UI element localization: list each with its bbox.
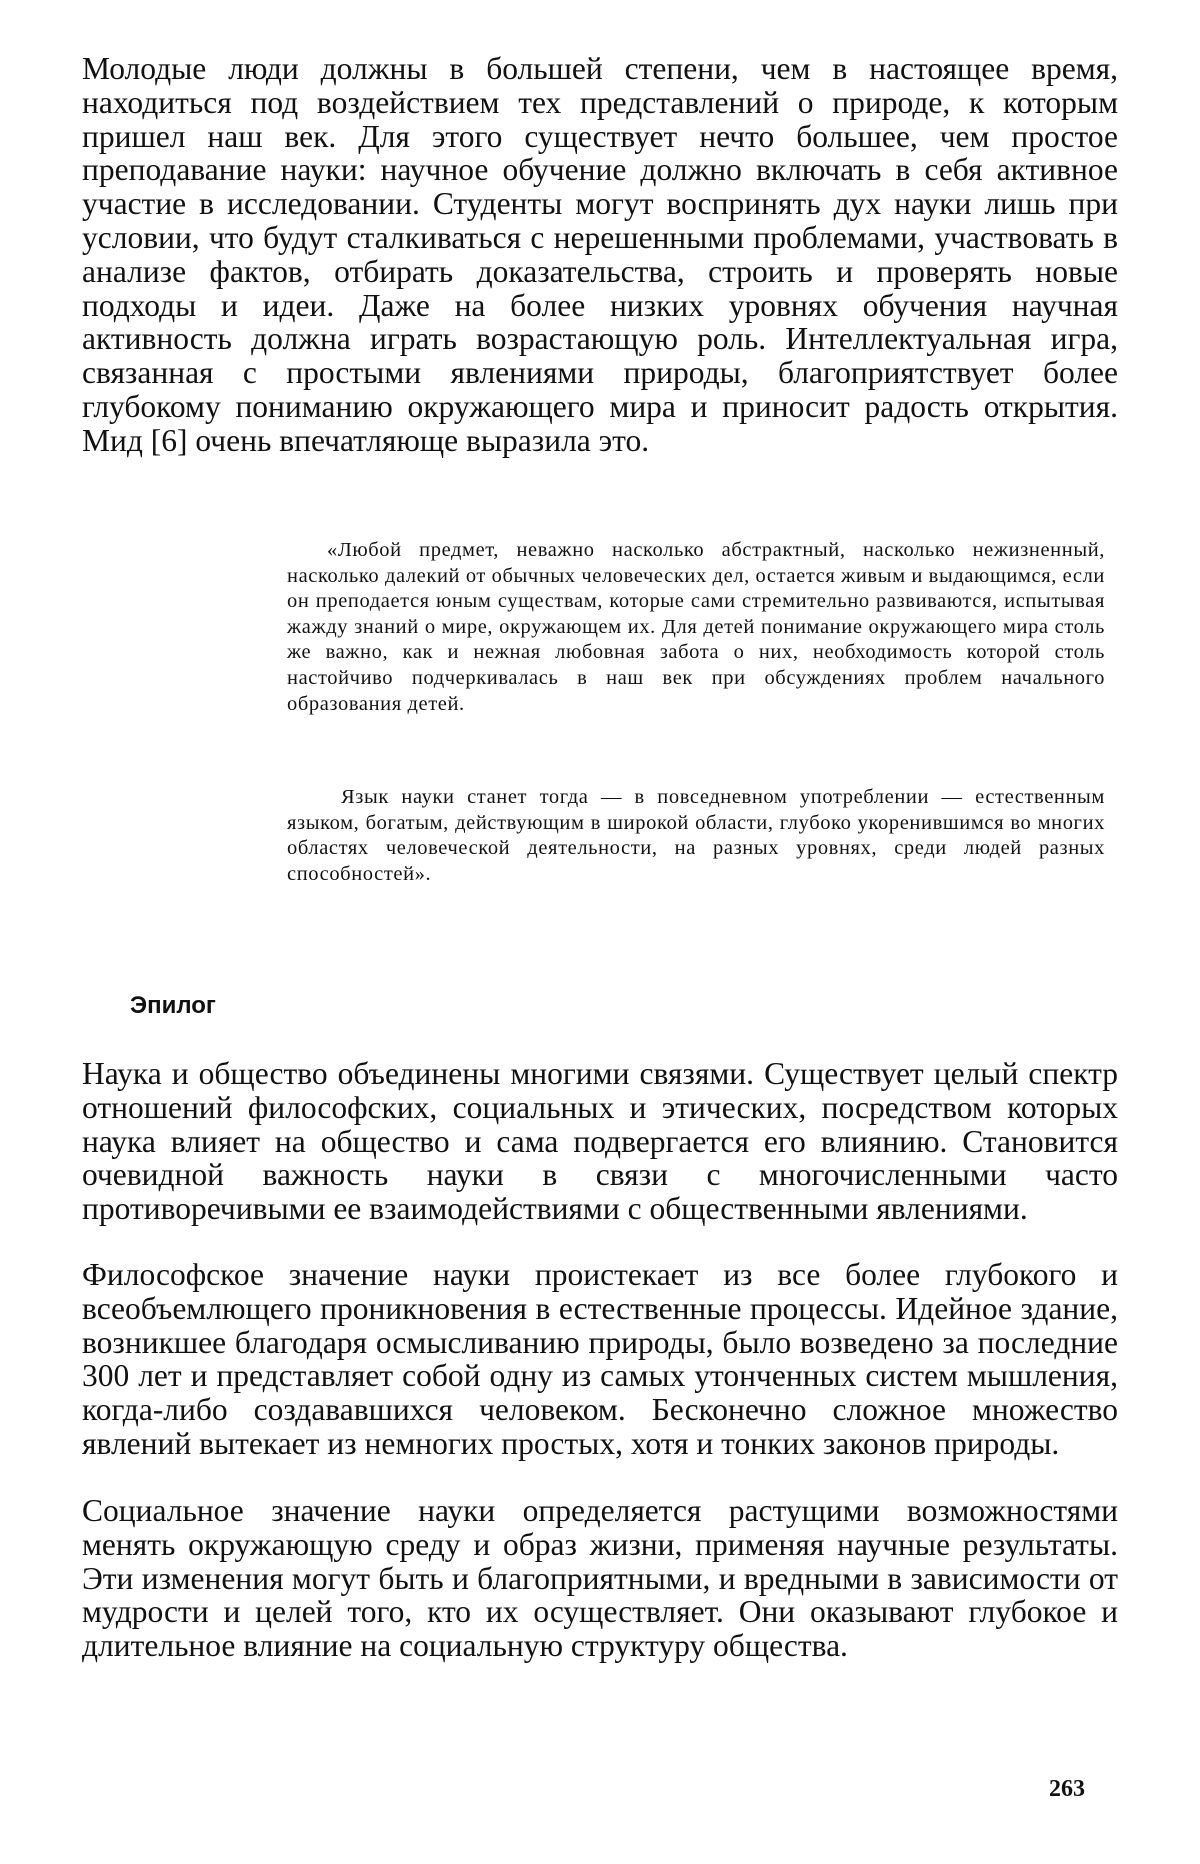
paragraph-social-meaning: Социальное значение науки определяется растущими возможностями менять окружающую среду и образ жизни, применяя научные результаты. Эти изменения могут быть и благоприятными, и вредными в зависимости от мудрости и целей того, кто их осуществляет. Они оказывают глубокое и длительное влияние на социальную структуру общества. [82,1493,1118,1664]
quote-paragraph-1: «Любой предмет, неважно насколько абстрактный, насколько нежизненный, насколько далекий от обычных человеческих дел, остается живым и выдающимся, если он преподается юным существам, которые сами стремительно развиваются, испытывая жажду знаний о мире, окружающем их. Для детей понимание окружающего мира столь же важно, как и нежная любовная забота о них, необходимость которой столь настойчиво подчеркивалась в наш век при обсуждениях проблем начального образования детей. [287,539,1105,715]
paragraph-science-education: Молодые люди должны в большей степени, чем в настоящее время, находиться под воздействием тех представлений о природе, к которым пришел наш век. Для этого существует нечто большее, чем простое преподавание науки: научное обучение должно включать в себя активное участие в исследовании. Студенты могут воспринять дух науки лишь при условии, что будут сталкиваться с нерешенными проблемами, участвовать в анализе фактов, отбирать доказательства, строить и проверять новые подходы и идеи. Даже на более низких уровнях обучения научная активность должна играть возрастающую роль. Интеллектуальная игра, связанная с простыми явлениями природы, благоприятствует более глубокому пониманию окружающего мира и приносит радость открытия. Мид [6] очень впечатляюще выразила это. [82,51,1118,458]
page-number: 263 [1049,1776,1085,1802]
paragraph-philosophical-meaning: Философское значение науки проистекает из все более глубокого и всеобъемлющего проникновения в естественные процессы. Идейное здание, возникшее благодаря осмысливанию природы, было возведено за последние 300 лет и представляет собой одну из самых утонченных систем мышления, когда-либо создававшихся человеком. Бесконечно сложное множество явлений вытекает из немногих простых, хотя и тонких законов природы. [82,1257,1118,1461]
paragraph-science-society: Наука и общество объединены многими связями. Существует целый спектр отношений философских, социальных и этических, посредством которых наука влияет на общество и сама подвергается его влиянию. Становится очевидной важность науки в связи с многочисленными часто противоречивыми ее взаимодействиями с общественными явлениями. [82,1056,1118,1227]
quote-paragraph-2: Язык науки станет тогда — в повседневном употреблении — естественным языком, богатым, действующим в широкой области, глубоко укоренившимся во многих областях человеческой деятельности, на разных уровнях, среди людей разных способностей». [287,786,1105,885]
section-heading-epilogue: Эпилог [130,992,216,1019]
